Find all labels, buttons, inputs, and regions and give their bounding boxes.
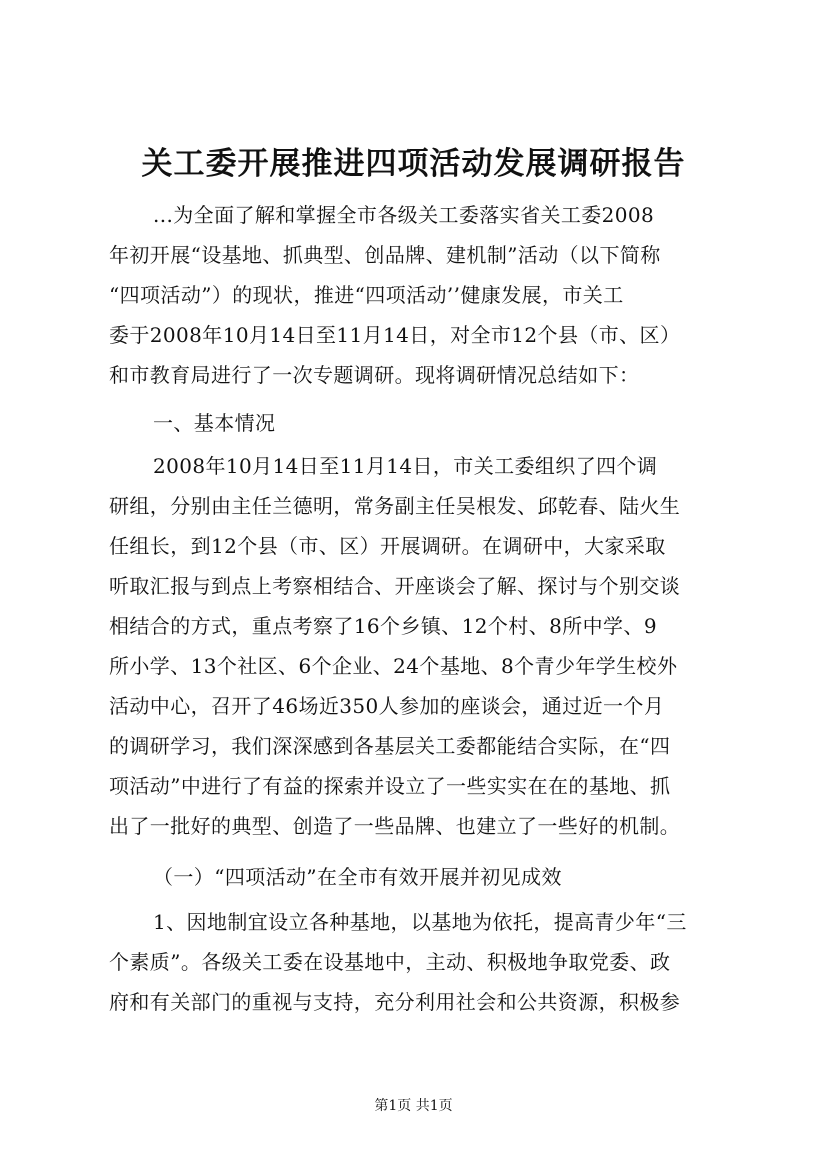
paragraph-line: “四项活动”）的现状，推进“四项活动’’健康发展，市关工 [109,283,624,307]
paragraph-line: 相结合的方式，重点考察了16个乡镇、12个村、8所中学、9 [109,614,657,638]
paragraph-line: 项活动”中进行了有益的探索并设立了一些实实在在的基地、抓 [109,774,671,798]
paragraph-line: 任组长，到12个县（市、区）开展调研。在调研中，大家采取 [109,534,666,558]
paragraph-line: 研组，分别由主任兰德明，常务副主任吴根发、邱乾春、陆火生 [109,494,681,518]
paragraph-line: 府和有关部门的重视与支持，充分利用社会和公共资源，积极参 [109,990,681,1014]
paragraph-line: 委于2008年10月14日至11月14日，对全市12个县（市、区） [109,323,681,347]
paragraph-line: 1、因地制宜设立各种基地，以基地为依托，提高青少年“三 [153,910,687,934]
paragraph-line: 听取汇报与到点上考察相结合、开座谈会了解、探讨与个别交谈 [109,574,681,598]
section-heading: 一、基本情况 [153,411,276,435]
paragraph-line: ...为全面了解和掌握全市各级关工委落实省关工委2008 [153,203,655,227]
paragraph-line: 年初开展“设基地、抓典型、创品牌、建机制”活动（以下简称 [109,243,661,267]
document-title: 关工委开展推进四项活动发展调研报告 [141,146,686,182]
paragraph-line: 的调研学习，我们深深感到各基层关工委都能结合实际，在“四 [109,734,671,758]
paragraph-line: 所小学、13个社区、6个企业、24个基地、8个青少年学生校外 [109,654,678,678]
paragraph-line: 个素质”。各级关工委在设基地中，主动、积极地争取党委、政 [109,950,671,974]
paragraph-line: 活动中心，召开了46场近350人参加的座谈会，通过近一个月 [109,694,665,718]
paragraph-line: 2008年10月14日至11月14日，市关工委组织了四个调 [153,454,658,478]
subsection-heading: （一）“四项活动”在全市有效开展并初见成效 [153,865,562,889]
page-indicator: 第1页 共1页 [374,1098,453,1114]
paragraph-line: 和市教育局进行了一次专题调研。现将调研情况总结如下： [109,363,640,387]
paragraph-line: 出了一批好的典型、创造了一些品牌、也建立了一些好的机制。 [109,814,681,838]
